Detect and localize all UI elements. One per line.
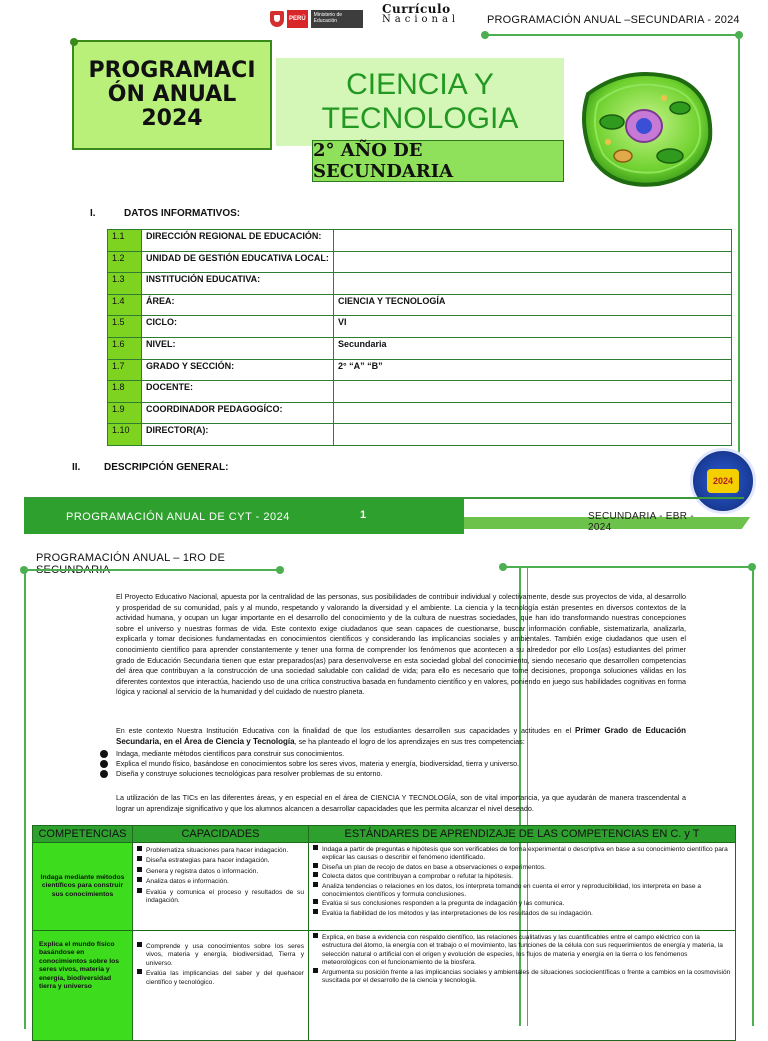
decor-line bbox=[503, 566, 753, 568]
minedu-logo bbox=[270, 8, 374, 30]
table-row bbox=[33, 931, 736, 1041]
list-item: Evalúa y comunica el proceso y resultados de su indagación. bbox=[137, 888, 304, 906]
context-paragraph: En este contexto Nuestra Institución Educativa con la finalidad de que los estudiantes desarrollen sus capacidades y actitudes en el Primer Grado de Educación Secundaria, en el Área de Ciencia y Tecnología, se ha planteado el logro de los aprendizajes en sus tres competencias: bbox=[116, 726, 686, 746]
square-bullet-icon bbox=[313, 845, 318, 850]
list-item: Analiza datos e información. bbox=[137, 877, 304, 886]
page-header-right: PROGRAMACIÓN ANUAL –SECUNDARIA - 2024 bbox=[487, 14, 740, 26]
bullet-icon bbox=[100, 770, 108, 778]
info-number: 1.8 bbox=[108, 381, 142, 403]
square-bullet-icon bbox=[137, 846, 142, 851]
square-bullet-icon bbox=[313, 882, 318, 887]
info-label: ÁREA: bbox=[142, 294, 334, 316]
event-badge-icon bbox=[690, 448, 756, 514]
list-item: Explica, en base a evidencia con respaldo científico, las relaciones cualitativas y las cuantificables entre el campo eléctrico con la estructura del átomo, la energía con el trabajo o el movimiento, las funciones de la célula con sus requerimientos de energía y materia, la selección natural o artificial con el origen y evolución de especies, los flujos de materia y energía en la tierra o los fenómenos meteorológicos con el funcionamiento de la biosfera. bbox=[313, 933, 731, 968]
table-row bbox=[108, 316, 732, 338]
decor-dot-icon bbox=[481, 31, 489, 39]
grade-title-box bbox=[312, 140, 564, 182]
info-value bbox=[334, 273, 732, 295]
info-number: 1.2 bbox=[108, 251, 142, 273]
info-number: 1.6 bbox=[108, 337, 142, 359]
table-row bbox=[108, 359, 732, 381]
square-bullet-icon bbox=[313, 909, 318, 914]
info-value bbox=[334, 424, 732, 446]
decor-line bbox=[752, 566, 754, 1026]
info-label: CICLO: bbox=[142, 316, 334, 338]
info-value bbox=[334, 251, 732, 273]
area-title-box bbox=[276, 58, 564, 146]
square-bullet-icon bbox=[137, 888, 142, 893]
section-heading: DESCRIPCIÓN GENERAL: bbox=[104, 462, 229, 473]
square-bullet-icon bbox=[313, 933, 318, 938]
competencies-list bbox=[100, 749, 680, 779]
info-number: 1.10 bbox=[108, 424, 142, 446]
square-bullet-icon bbox=[137, 877, 142, 882]
info-number: 1.3 bbox=[108, 273, 142, 295]
page-footer bbox=[24, 499, 464, 534]
bullet-icon bbox=[100, 760, 108, 768]
info-value: Secundaria bbox=[334, 337, 732, 359]
curriculo-logo bbox=[382, 2, 472, 25]
curriculo-line1: Currículo bbox=[382, 2, 451, 16]
info-value: 2° “A” “B” bbox=[334, 359, 732, 381]
decor-dot-icon bbox=[20, 566, 28, 574]
info-value: CIENCIA Y TECNOLOGÍA bbox=[334, 294, 732, 316]
competencies-table bbox=[32, 825, 736, 1041]
curriculo-line2: Nacional bbox=[382, 14, 460, 25]
peru-label: PERÚ bbox=[287, 10, 308, 28]
square-bullet-icon bbox=[137, 942, 142, 947]
page2-header: PROGRAMACIÓN ANUAL – 1RO DE bbox=[36, 552, 225, 564]
list-item: Colecta datos que contribuyan a comprobar o refutar la hipótesis. bbox=[313, 872, 731, 881]
decor-dot-icon bbox=[276, 566, 284, 574]
bullet-icon bbox=[100, 750, 108, 758]
info-number: 1.4 bbox=[108, 294, 142, 316]
table-row bbox=[108, 294, 732, 316]
peru-shield-icon bbox=[270, 11, 284, 27]
section-number: II. bbox=[72, 462, 81, 473]
list-item: Evalúa las implicancias del saber y del quehacer científico y tecnológico. bbox=[137, 969, 304, 987]
list-item: Evalúa la fiabilidad de los métodos y las interpretaciones de los resultados de su indagación. bbox=[313, 909, 731, 918]
plant-cell-illustration bbox=[568, 64, 718, 194]
document-title-box bbox=[72, 40, 272, 150]
list-item: Diseña estrategias para hacer indagación. bbox=[137, 856, 304, 865]
competency-cell: Indaga mediante métodos científicos para construir sus conocimientos bbox=[33, 843, 133, 931]
list-item: Evalúa si sus conclusiones responden a la pregunta de indagación y las comunica. bbox=[313, 899, 731, 908]
column-header: CAPACIDADES bbox=[133, 826, 309, 843]
square-bullet-icon bbox=[137, 867, 142, 872]
info-value: VI bbox=[334, 316, 732, 338]
info-number: 1.5 bbox=[108, 316, 142, 338]
capacities-cell bbox=[133, 931, 309, 1041]
list-item: Analiza tendencias o relaciones en los datos, los interpreta tomando en cuenta el error y reproducibilidad, los interpreta en base a conocimientos científicos y formula conclusiones. bbox=[313, 882, 731, 900]
competency-cell: Explica el mundo físico basándose en conocimientos sobre los seres vivos, materia y energía, biodiversidad tierra y universo bbox=[33, 931, 133, 1041]
ministry-label: Ministerio de Educación bbox=[311, 10, 363, 28]
square-bullet-icon bbox=[313, 872, 318, 877]
info-value bbox=[334, 381, 732, 403]
list-item: Diseña y construye soluciones tecnológicas para resolver problemas de su entorno. bbox=[100, 769, 680, 779]
table-row bbox=[108, 273, 732, 295]
list-item: Argumenta su posición frente a las implicancias sociales y ambientales de situaciones sociocientíficas o frente a cambios en la cosmovisión suscitada por el desarrollo de la ciencia y tecnología. bbox=[313, 968, 731, 986]
decor-dot-icon bbox=[735, 31, 743, 39]
list-item: Genera y registra datos o información. bbox=[137, 867, 304, 876]
info-label: DIRECTOR(A): bbox=[142, 424, 334, 446]
square-bullet-icon bbox=[313, 968, 318, 973]
section-heading: DATOS INFORMATIVOS: bbox=[124, 208, 241, 219]
section-number: I. bbox=[90, 208, 96, 219]
grade-title: 2° AÑO DE SECUNDARIA bbox=[313, 140, 454, 182]
square-bullet-icon bbox=[313, 899, 318, 904]
page-number: 1 bbox=[360, 509, 367, 521]
table-row bbox=[108, 337, 732, 359]
info-label: GRADO Y SECCIÓN: bbox=[142, 359, 334, 381]
table-row bbox=[108, 251, 732, 273]
tics-paragraph: La utilización de las TICs en las diferentes áreas, y en especial en el área de CIENCIA Y TECNOLOGÍA, son de vital importancia, ya que ayudarán de manera trascendental a lograr un aprendizaje significativo y que los alumnos alcancen a desarrollar capacidades que les permita alcanzar el nivel deseado. bbox=[116, 793, 686, 813]
document-title: PROGRAMACI ÓN ANUAL 2024 bbox=[88, 58, 256, 131]
standards-cell bbox=[309, 843, 736, 931]
list-item: Comprende y usa conocimientos sobre los seres vivos, materia y energía, biodiversidad, Tierra y universo. bbox=[137, 942, 304, 968]
info-label: DOCENTE: bbox=[142, 381, 334, 403]
info-label: DIRECCIÓN REGIONAL DE EDUCACIÓN: bbox=[142, 230, 334, 252]
footer-left-text: PROGRAMACIÓN ANUAL DE CYT - 2024 bbox=[66, 510, 290, 523]
decor-line bbox=[485, 34, 740, 36]
standards-cell bbox=[309, 931, 736, 1041]
decor-dot-icon bbox=[499, 563, 507, 571]
badge-year: 2024 bbox=[707, 469, 739, 493]
info-label: NIVEL: bbox=[142, 337, 334, 359]
list-item: Explica el mundo físico, basándose en conocimientos sobre los seres vivos, materia y energía, biodiversidad, tierra y universo. bbox=[100, 759, 680, 769]
info-table bbox=[107, 229, 732, 446]
list-item: Indaga, mediante métodos científicos para construir sus conocimientos. bbox=[100, 749, 680, 759]
list-item: Diseña un plan de recojo de datos en base a observaciones o experimentos. bbox=[313, 863, 731, 872]
list-item: Problematiza situaciones para hacer indagación. bbox=[137, 846, 304, 855]
info-value bbox=[334, 230, 732, 252]
decor-line bbox=[24, 569, 280, 571]
square-bullet-icon bbox=[137, 856, 142, 861]
area-title: CIENCIA Y TECNOLOGIA bbox=[321, 68, 519, 135]
column-header: COMPETENCIAS bbox=[33, 826, 133, 843]
list-item: Indaga a partir de preguntas e hipótesis que son verificables de forma experimental o descriptiva en base a su conocimiento científico para explicar las causas o describir el fenómeno identificado. bbox=[313, 845, 731, 863]
table-row bbox=[108, 402, 732, 424]
table-row bbox=[108, 230, 732, 252]
footer-right-text: SECUNDARIA - EBR - 2024 bbox=[588, 511, 694, 533]
decor-dot-icon bbox=[748, 563, 756, 571]
capacities-cell bbox=[133, 843, 309, 931]
info-value bbox=[334, 402, 732, 424]
decor-line bbox=[738, 34, 740, 499]
table-row bbox=[33, 843, 736, 931]
square-bullet-icon bbox=[313, 863, 318, 868]
column-header: ESTÁNDARES DE APRENDIZAJE DE LAS COMPETENCIAS EN C. y T bbox=[309, 826, 736, 843]
square-bullet-icon bbox=[137, 969, 142, 974]
description-paragraph: El Proyecto Educativo Nacional, apuesta por la centralidad de las personas, sus posibilidades de contribuir individual y colectivamente, desde sus proyectos de vida, al desarrollo y prosperidad de su comunidad, país y al mundo, respetando y valorando la diversidad y el ambiente. La ciencia y la tecnología están presentes en diversos contextos de la actividad humana, y ocupan un lugar importante en el desarrollo del conocimiento y de la cultura de nuestras sociedades, que han ido transformando nuestras concepciones sobre el universo y nuestras formas de vida. Este contexto exige ciudadanos que sean capaces de cuestionarse, buscar información confiable, sistematizarla, analizarla, explicarla y tomar decisiones fundamentadas en conocimientos científicos y considerando las implicancias sociales y ambientales. También exige ciudadanos que usen el conocimiento científico para aprender constantemente y tener una forma de comprender los fenómenos que acontecen a su alrededor por ello Los(as) estudiantes del primer grado de Educación Secundaria tienen que estar preparados(as) para desenvolverse en esta sociedad global del conocimiento, siendo necesario que desarrollen competencias del área que contribuyan a la construcción de una sociedad saludable con calidad de vida; para ello es necesario que tome decisiones, proponga soluciones válidas en los diferentes contextos que interactúa, haciendo uso de una crítica constructiva basada en fundamento científico y en valores, poniendo en juego sus habilidades cognitivas en forma lógica y racional al servicio de la humanidad y del cuidado de nuestro planeta. bbox=[116, 592, 686, 697]
table-row bbox=[108, 424, 732, 446]
info-label: INSTITUCIÓN EDUCATIVA: bbox=[142, 273, 334, 295]
info-number: 1.7 bbox=[108, 359, 142, 381]
decor-line bbox=[24, 569, 26, 1029]
table-row bbox=[108, 381, 732, 403]
info-number: 1.1 bbox=[108, 230, 142, 252]
info-number: 1.9 bbox=[108, 402, 142, 424]
info-label: COORDINADOR PEDAGOGÍCO: bbox=[142, 402, 334, 424]
info-label: UNIDAD DE GESTIÓN EDUCATIVA LOCAL: bbox=[142, 251, 334, 273]
